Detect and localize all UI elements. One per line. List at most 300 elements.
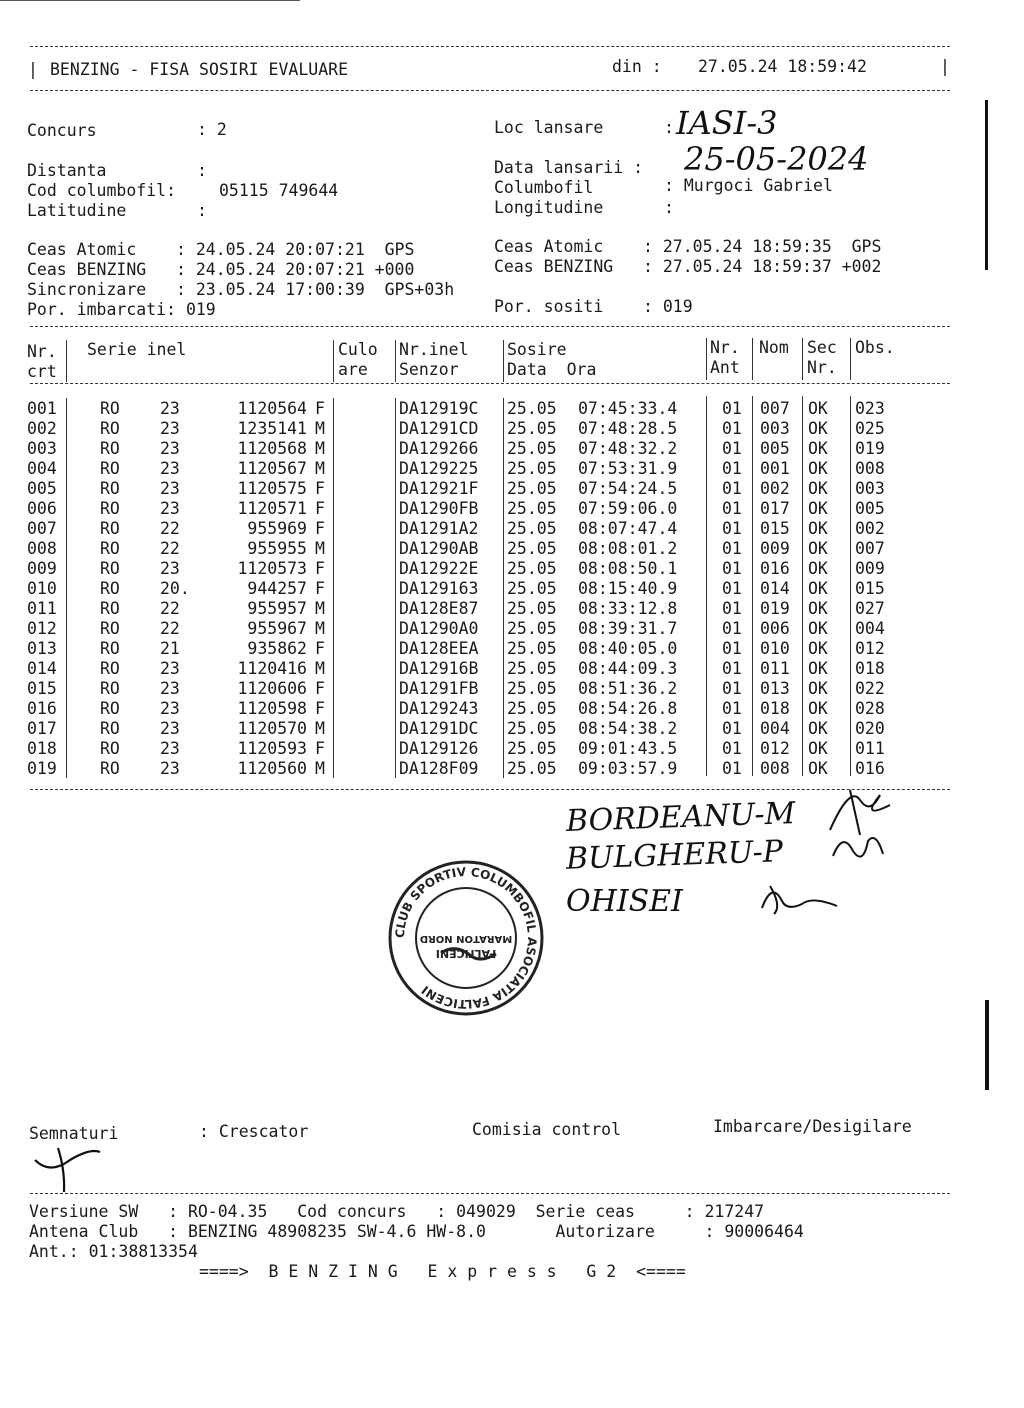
sincronizare: Sincronizare : 23.05.24 17:00:39 GPS+03h (27, 280, 455, 299)
cell-sex: F (315, 519, 325, 538)
cell-date: 25.05 (507, 439, 557, 458)
scan-edge-mark (985, 1000, 989, 1090)
ceas-atomic-end: Ceas Atomic : 27.05.24 18:59:35 GPS (494, 237, 882, 256)
cell-obs: 005 (855, 499, 885, 518)
longitudine-label: Longitudine (494, 198, 604, 217)
table-header-rule (30, 383, 950, 384)
cell-sensor: DA1291DC (399, 719, 479, 738)
cell-ring: 1120593 (237, 739, 307, 758)
cell-sensor: DA1290AB (399, 539, 479, 558)
cell-sec: OK (808, 459, 828, 478)
cell-country: RO (100, 519, 120, 538)
header-din-label: din : (612, 57, 662, 76)
cell-sex: M (315, 599, 325, 618)
cell-ant: 01 (722, 619, 742, 638)
hdr-nr-1: Nr. (27, 342, 57, 361)
table-row (0, 719, 1024, 739)
club-stamp-seal (386, 858, 546, 1018)
cell-date: 25.05 (507, 579, 557, 598)
cell-ant: 01 (722, 399, 742, 418)
cell-year: 23 (160, 419, 180, 438)
cell-sensor: DA1291FB (399, 679, 479, 698)
distanta-value: : (197, 161, 207, 180)
cell-nr: 012 (27, 619, 57, 638)
table-row (0, 659, 1024, 679)
cell-nr: 002 (27, 419, 57, 438)
cell-year: 22 (160, 599, 180, 618)
loc-lansare-colon: : (664, 118, 674, 137)
table-row (0, 539, 1024, 559)
cell-year: 22 (160, 619, 180, 638)
cell-date: 25.05 (507, 679, 557, 698)
cell-ring: 1120567 (237, 459, 307, 478)
cell-country: RO (100, 419, 120, 438)
cell-nom: 003 (760, 419, 790, 438)
cell-year: 23 (160, 399, 180, 418)
longitudine-value: : (664, 198, 674, 217)
cell-obs: 028 (855, 699, 885, 718)
table-row (0, 419, 1024, 439)
cell-nr: 008 (27, 539, 57, 558)
hdr-obs: Obs. (855, 338, 895, 357)
cell-country: RO (100, 399, 120, 418)
cell-nom: 009 (760, 539, 790, 558)
cell-ant: 01 (722, 539, 742, 558)
cell-sex: F (315, 479, 325, 498)
cell-ring: 1120416 (237, 659, 307, 678)
cell-obs: 009 (855, 559, 885, 578)
cell-sensor: DA1291CD (399, 419, 479, 438)
cell-nom: 001 (760, 459, 790, 478)
cell-nr: 016 (27, 699, 57, 718)
cell-sex: F (315, 579, 325, 598)
header-din-value: 27.05.24 18:59:42 (698, 57, 867, 76)
col-sep (706, 338, 707, 380)
comisia-control-label: Comisia control (472, 1120, 622, 1139)
cell-sec: OK (808, 659, 828, 678)
table-row (0, 479, 1024, 499)
cell-sensor: DA1290FB (399, 499, 479, 518)
cell-date: 25.05 (507, 559, 557, 578)
cell-nr: 006 (27, 499, 57, 518)
cell-ring: 955969 (247, 519, 307, 538)
cell-country: RO (100, 659, 120, 678)
hdr-culoare-2: are (338, 360, 368, 379)
imbarcare-desigilare-label: Imbarcare/Desigilare (713, 1117, 912, 1136)
cell-sec: OK (808, 519, 828, 538)
cell-date: 25.05 (507, 719, 557, 738)
cell-sensor: DA1290A0 (399, 619, 479, 638)
signature-scribble-2 (828, 826, 888, 870)
header-right-bar: | (940, 57, 950, 76)
cell-sec: OK (808, 759, 828, 778)
cell-ring: 935862 (247, 639, 307, 658)
cell-year: 23 (160, 739, 180, 758)
cell-date: 25.05 (507, 539, 557, 558)
cell-nom: 017 (760, 499, 790, 518)
hdr-nrinel-1: Nr.inel (399, 340, 469, 359)
cell-ring: 1235141 (237, 419, 307, 438)
cell-nr: 009 (27, 559, 57, 578)
cell-nom: 007 (760, 399, 790, 418)
cell-ant: 01 (722, 439, 742, 458)
cell-date: 25.05 (507, 399, 557, 418)
loc-lansare-handwritten: IASI-3 (676, 104, 778, 142)
cell-ant: 01 (722, 719, 742, 738)
table-row (0, 499, 1024, 519)
cell-ring: 1120575 (237, 479, 307, 498)
cell-ring: 1120570 (237, 719, 307, 738)
col-sep (66, 340, 67, 382)
cell-sec: OK (808, 599, 828, 618)
cell-time: 08:44:09.3 (578, 659, 678, 678)
cell-sensor: DA12916B (399, 659, 479, 678)
loc-lansare-label: Loc lansare (494, 118, 604, 137)
cell-year: 23 (160, 439, 180, 458)
footer-line-3: Ant.: 01:38813354 (29, 1242, 198, 1261)
cell-ring: 955955 (247, 539, 307, 558)
cell-year: 23 (160, 699, 180, 718)
table-row (0, 599, 1024, 619)
cell-year: 23 (160, 759, 180, 778)
cell-time: 07:54:24.5 (578, 479, 678, 498)
concurs-label: Concurs (27, 121, 97, 140)
cell-sex: M (315, 439, 325, 458)
cell-sex: M (315, 539, 325, 558)
cod-columbofil-value: 05115 749644 (219, 181, 339, 200)
cell-country: RO (100, 639, 120, 658)
table-row (0, 679, 1024, 699)
cell-nr: 003 (27, 439, 57, 458)
cell-sex: M (315, 419, 325, 438)
cell-year: 23 (160, 459, 180, 478)
cell-sensor: DA128E87 (399, 599, 479, 618)
cell-sensor: DA129163 (399, 579, 479, 598)
cell-nr: 004 (27, 459, 57, 478)
cell-time: 08:07:47.4 (578, 519, 678, 538)
col-sep (333, 340, 334, 382)
cell-ring: 1120568 (237, 439, 307, 458)
cell-year: 23 (160, 499, 180, 518)
cell-ring: 955957 (247, 599, 307, 618)
cell-year: 22 (160, 539, 180, 558)
cell-obs: 015 (855, 579, 885, 598)
cell-nom: 018 (760, 699, 790, 718)
cell-country: RO (100, 759, 120, 778)
data-lansarii-handwritten: 25-05-2024 (684, 140, 869, 178)
hdr-nom: Nom (759, 338, 789, 357)
cell-nom: 006 (760, 619, 790, 638)
cell-date: 25.05 (507, 479, 557, 498)
cell-nom: 002 (760, 479, 790, 498)
cell-country: RO (100, 719, 120, 738)
cell-ant: 01 (722, 559, 742, 578)
cell-ant: 01 (722, 599, 742, 618)
table-row (0, 519, 1024, 539)
hdr-sosire-1: Sosire (507, 340, 567, 359)
col-sep (850, 338, 851, 380)
crescator-label: : Crescator (199, 1122, 309, 1141)
cell-date: 25.05 (507, 419, 557, 438)
footer-line-2: Antena Club : BENZING 48908235 SW-4.6 HW-8.0 Autorizare : 90006464 (29, 1222, 804, 1241)
table-row (0, 699, 1024, 719)
hdr-nrinel-2: Senzor (399, 360, 459, 379)
cell-sensor: DA129225 (399, 459, 479, 478)
cell-sec: OK (808, 559, 828, 578)
data-lansarii-label: Data lansarii : (494, 158, 644, 177)
semnaturi-label: Semnaturi (29, 1124, 119, 1143)
latitudine-value: : (197, 201, 207, 220)
cell-nr: 018 (27, 739, 57, 758)
cell-ring: 1120571 (237, 499, 307, 518)
cell-nr: 010 (27, 579, 57, 598)
cell-sensor: DA129266 (399, 439, 479, 458)
cell-time: 08:54:38.2 (578, 719, 678, 738)
cell-ant: 01 (722, 739, 742, 758)
cell-country: RO (100, 679, 120, 698)
cell-sex: M (315, 659, 325, 678)
cell-time: 07:48:28.5 (578, 419, 678, 438)
scan-edge-mark (985, 100, 988, 270)
cell-country: RO (100, 619, 120, 638)
cell-sex: F (315, 679, 325, 698)
cell-ant: 01 (722, 419, 742, 438)
cell-date: 25.05 (507, 499, 557, 518)
cell-year: 20. (160, 579, 190, 598)
cell-nr: 015 (27, 679, 57, 698)
latitudine-label: Latitudine (27, 201, 127, 220)
table-row (0, 639, 1024, 659)
cell-country: RO (100, 439, 120, 458)
cell-sec: OK (808, 419, 828, 438)
scan-top-edge (0, 0, 300, 1)
cell-date: 25.05 (507, 519, 557, 538)
hdr-sosire-2: Data Ora (507, 360, 597, 379)
cell-obs: 023 (855, 399, 885, 418)
cell-sex: M (315, 459, 325, 478)
col-sep (752, 338, 753, 380)
cell-date: 25.05 (507, 599, 557, 618)
cell-ant: 01 (722, 499, 742, 518)
cell-sec: OK (808, 579, 828, 598)
cell-sec: OK (808, 539, 828, 558)
cell-sensor: DA12922E (399, 559, 479, 578)
cod-columbofil-label: Cod columbofil: (27, 181, 177, 200)
cell-nr: 001 (27, 399, 57, 418)
svg-text:MARATON NORD: MARATON NORD (419, 933, 513, 944)
table-row (0, 579, 1024, 599)
cell-obs: 012 (855, 639, 885, 658)
cell-time: 08:33:12.8 (578, 599, 678, 618)
cell-ant: 01 (722, 519, 742, 538)
hdr-culoare-1: Culo (338, 340, 378, 359)
cell-country: RO (100, 579, 120, 598)
hdr-serie-inel: Serie inel (87, 340, 187, 359)
cell-ant: 01 (722, 579, 742, 598)
cell-time: 09:01:43.5 (578, 739, 678, 758)
cell-obs: 019 (855, 439, 885, 458)
footer-rule (30, 1193, 950, 1194)
cell-year: 23 (160, 559, 180, 578)
cell-sex: F (315, 499, 325, 518)
header-rule (30, 90, 950, 91)
cell-obs: 003 (855, 479, 885, 498)
header-title: BENZING - FISA SOSIRI EVALUARE (50, 60, 349, 79)
cell-year: 23 (160, 679, 180, 698)
svg-text:CLUB SPORTIV COLUMBOFIL ASOCIA: CLUB SPORTIV COLUMBOFIL ASOCIATIA FALTICENI (392, 864, 540, 1012)
cell-year: 23 (160, 479, 180, 498)
cell-time: 07:48:32.2 (578, 439, 678, 458)
cell-nr: 013 (27, 639, 57, 658)
cell-ring: 1120560 (237, 759, 307, 778)
cell-obs: 016 (855, 759, 885, 778)
cell-sec: OK (808, 619, 828, 638)
cell-sex: M (315, 619, 325, 638)
cell-sex: F (315, 559, 325, 578)
cell-year: 23 (160, 719, 180, 738)
cell-sec: OK (808, 739, 828, 758)
cell-country: RO (100, 459, 120, 478)
cell-time: 09:03:57.9 (578, 759, 678, 778)
cell-time: 08:54:26.8 (578, 699, 678, 718)
cell-sex: F (315, 699, 325, 718)
cell-time: 07:45:33.4 (578, 399, 678, 418)
cell-time: 08:08:50.1 (578, 559, 678, 578)
cell-nr: 011 (27, 599, 57, 618)
col-sep (802, 338, 803, 380)
cell-obs: 011 (855, 739, 885, 758)
cell-sec: OK (808, 679, 828, 698)
cell-nom: 011 (760, 659, 790, 678)
cell-sensor: DA128EEA (399, 639, 479, 658)
cell-ring: 955967 (247, 619, 307, 638)
cell-nom: 015 (760, 519, 790, 538)
handwritten-name-1: BORDEANU-M (565, 796, 796, 839)
cell-nr: 014 (27, 659, 57, 678)
cell-ant: 01 (722, 759, 742, 778)
cell-nom: 004 (760, 719, 790, 738)
footer-banner: ====> B E N Z I N G E x p r e s s G 2 <==== (199, 1262, 686, 1281)
cell-time: 07:53:31.9 (578, 459, 678, 478)
cell-year: 21 (160, 639, 180, 658)
cell-ant: 01 (722, 659, 742, 678)
cell-country: RO (100, 739, 120, 758)
ceas-atomic-start: Ceas Atomic : 24.05.24 20:07:21 GPS (27, 240, 415, 259)
cell-obs: 007 (855, 539, 885, 558)
cell-obs: 020 (855, 719, 885, 738)
cell-sensor: DA128F09 (399, 759, 479, 778)
cell-country: RO (100, 479, 120, 498)
table-row (0, 739, 1024, 759)
cell-nom: 010 (760, 639, 790, 658)
cell-time: 08:39:31.7 (578, 619, 678, 638)
porumbei-imbarcati: Por. imbarcati: 019 (27, 300, 216, 319)
cell-sensor: DA1291A2 (399, 519, 479, 538)
cell-date: 25.05 (507, 639, 557, 658)
cell-obs: 018 (855, 659, 885, 678)
cell-ant: 01 (722, 479, 742, 498)
cell-nr: 007 (27, 519, 57, 538)
cell-nr: 017 (27, 719, 57, 738)
table-row (0, 399, 1024, 419)
cell-time: 08:40:05.0 (578, 639, 678, 658)
distanta-label: Distanta (27, 161, 107, 180)
table-row (0, 619, 1024, 639)
cell-nr: 019 (27, 759, 57, 778)
cell-nom: 008 (760, 759, 790, 778)
cell-sex: F (315, 639, 325, 658)
cell-ring: 1120564 (237, 399, 307, 418)
cell-ring: 1120573 (237, 559, 307, 578)
cell-sex: M (315, 759, 325, 778)
cell-sensor: DA12921F (399, 479, 479, 498)
table-row (0, 439, 1024, 459)
cell-ant: 01 (722, 699, 742, 718)
cell-date: 25.05 (507, 619, 557, 638)
table-row (0, 759, 1024, 779)
table-row (0, 559, 1024, 579)
table-row (0, 459, 1024, 479)
cell-sec: OK (808, 439, 828, 458)
cell-sex: F (315, 739, 325, 758)
signature-scribble-3 (752, 876, 842, 920)
cell-nom: 016 (760, 559, 790, 578)
cell-nom: 019 (760, 599, 790, 618)
cell-ant: 01 (722, 679, 742, 698)
cell-date: 25.05 (507, 459, 557, 478)
hdr-nr-2: crt (27, 362, 57, 381)
cell-sec: OK (808, 639, 828, 658)
footer-line-1: Versiune SW : RO-04.35 Cod concurs : 049029 Serie ceas : 217247 (29, 1202, 765, 1221)
cell-time: 08:08:01.2 (578, 539, 678, 558)
cell-nom: 013 (760, 679, 790, 698)
columbofil-label: Columbofil (494, 178, 594, 197)
cell-sec: OK (808, 479, 828, 498)
cell-date: 25.05 (507, 699, 557, 718)
cell-time: 07:59:06.0 (578, 499, 678, 518)
ceas-benzing-start: Ceas BENZING : 24.05.24 20:07:21 +000 (27, 260, 415, 279)
cell-date: 25.05 (507, 739, 557, 758)
columbofil-value: : Murgoci Gabriel (664, 176, 833, 195)
hdr-sec-2: Nr. (807, 358, 837, 377)
header-left-bar: | (28, 60, 38, 79)
cell-sec: OK (808, 399, 828, 418)
cell-ring: 1120606 (237, 679, 307, 698)
cell-nom: 014 (760, 579, 790, 598)
cell-time: 08:51:36.2 (578, 679, 678, 698)
cell-obs: 008 (855, 459, 885, 478)
cell-date: 25.05 (507, 659, 557, 678)
cell-country: RO (100, 699, 120, 718)
cell-nr: 005 (27, 479, 57, 498)
hdr-ant-1: Nr. (710, 338, 740, 357)
cell-date: 25.05 (507, 759, 557, 778)
cell-sensor: DA129126 (399, 739, 479, 758)
handwritten-name-2: BULGHERU-P (565, 834, 784, 877)
cell-sec: OK (808, 699, 828, 718)
hdr-sec-1: Sec (807, 338, 837, 357)
cell-time: 08:15:40.9 (578, 579, 678, 598)
cell-obs: 027 (855, 599, 885, 618)
ceas-benzing-end: Ceas BENZING : 27.05.24 18:59:37 +002 (494, 257, 882, 276)
cell-country: RO (100, 599, 120, 618)
cell-country: RO (100, 499, 120, 518)
cell-sex: F (315, 399, 325, 418)
cell-sec: OK (808, 719, 828, 738)
cell-sex: M (315, 719, 325, 738)
cell-nom: 012 (760, 739, 790, 758)
cell-year: 23 (160, 659, 180, 678)
